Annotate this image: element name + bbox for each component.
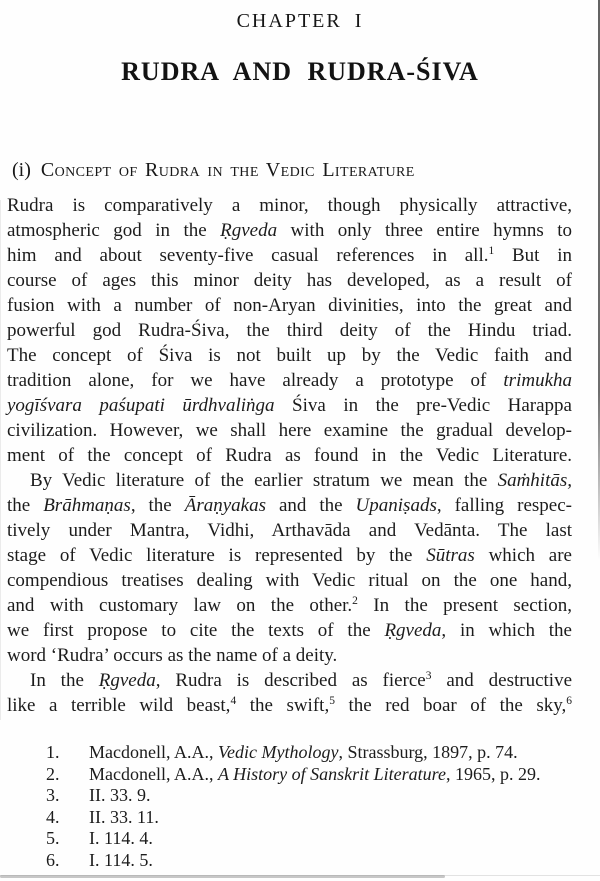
- chapter-label: CHAPTER I: [236, 10, 364, 32]
- italic-run: Upaniṣads: [355, 495, 437, 516]
- text-run: word ‘Rudra’ occurs as the name of a deity.: [7, 645, 338, 666]
- text-run: , falling respec-: [436, 495, 572, 516]
- footnote-number: 3.: [46, 785, 60, 805]
- text-run: , the: [130, 495, 185, 516]
- footnote-ref: 4: [230, 695, 237, 707]
- text-run: ment of the concept of Rudra as found in the Vedic Literature.: [7, 445, 572, 466]
- text-line: [7, 268, 572, 293]
- text-line: [7, 293, 572, 318]
- footnote-text: [89, 828, 153, 850]
- paragraph: [7, 668, 572, 718]
- footnote: [46, 807, 572, 829]
- text-run: and destructive: [431, 670, 573, 691]
- text-run: him and about seventy-five casual references in all.: [7, 245, 489, 266]
- text-run: Śiva in the pre-Vedic Harappa: [274, 395, 572, 416]
- footnote: [46, 828, 572, 850]
- italic-run: Ṛgveda: [98, 670, 156, 691]
- text-run: But in: [494, 245, 573, 266]
- text-line: [7, 318, 572, 343]
- italic-run: Āraṇyakas: [184, 495, 266, 516]
- italic-run: Ṛgveda: [384, 620, 442, 641]
- text-line: [7, 443, 572, 468]
- text-run: the red boar of the sky,: [334, 695, 567, 716]
- footnote-text: [89, 807, 159, 829]
- paragraph: [7, 193, 572, 468]
- footnotes: [7, 742, 572, 871]
- paragraph: [7, 468, 572, 668]
- text-run: By Vedic literature of the earlier stratum we mean the: [30, 470, 498, 491]
- footnote-text: [89, 764, 541, 786]
- text-line: [7, 518, 572, 543]
- text-run: In the: [30, 670, 99, 691]
- italic-run: Saṁhitās,: [497, 470, 572, 491]
- page-content: [7, 159, 572, 871]
- text-run: like a terrible wild beast,: [7, 695, 231, 716]
- text-run: II. 33. 11.: [89, 806, 159, 827]
- italic-run: Vedic Mythology: [217, 742, 339, 762]
- footnote-number: 6.: [46, 849, 60, 870]
- text-run: stage of Vedic literature is represented by the: [7, 545, 427, 566]
- text-run: , in which the: [441, 620, 572, 641]
- text-run: Macdonell, A.A.,: [89, 742, 218, 762]
- text-line: [7, 193, 572, 218]
- italic-run: Brāhmaṇas: [43, 495, 131, 516]
- text-line: [7, 618, 572, 643]
- text-run: with only three entire hymns to: [277, 220, 572, 241]
- footnote-text: [89, 785, 151, 807]
- text-run: fusion with a number of non-Aryan divinities, into the great and: [7, 295, 572, 316]
- text-run: tradition alone, for we have already a prototype of: [7, 370, 504, 391]
- text-line: [7, 643, 572, 668]
- text-run: , 1965, p. 29.: [446, 763, 541, 784]
- footnote: [46, 850, 572, 872]
- page-title: RUDRA AND RUDRA-ŚIVA: [121, 57, 479, 86]
- footnote: [46, 742, 572, 764]
- italic-run: yogīśvara paśupati ūrdhvaliṅga: [7, 395, 275, 416]
- text-run: Macdonell, A.A.,: [89, 763, 218, 784]
- footnote-ref: 6: [566, 695, 573, 707]
- text-run: I. 114. 4.: [89, 828, 153, 848]
- section-title: Concept of Rudra in the Vedic Literature: [40, 159, 415, 181]
- text-run: The concept of Śiva is not built up by the Vedic faith and: [7, 345, 572, 366]
- text-run: atmospheric god in the: [7, 220, 221, 241]
- footnote-ref: 2: [352, 595, 358, 607]
- text-line: [7, 343, 572, 368]
- text-line: [7, 468, 572, 493]
- footnote-ref: 5: [329, 695, 335, 707]
- text-run: In the present section,: [357, 595, 572, 616]
- scan-artifact-left-edge: [0, 200, 1, 720]
- footnote: [46, 764, 572, 786]
- text-line: [7, 693, 572, 718]
- text-run: and the: [265, 495, 356, 516]
- text-run: II. 33. 9.: [89, 785, 151, 805]
- footnote-ref: 1: [488, 245, 495, 257]
- footnote-number: 1.: [46, 742, 60, 762]
- italic-run: Ṛgveda: [220, 220, 278, 241]
- text-run: , Rudra is described as fierce: [155, 670, 426, 691]
- text-run: compendious treatises dealing with Vedic ritual on the one hand,: [7, 570, 572, 591]
- text-line: [7, 668, 572, 693]
- footnote-number: 2.: [46, 763, 60, 784]
- text-line: [7, 393, 572, 418]
- text-line: [7, 218, 572, 243]
- text-line: [7, 368, 572, 393]
- section-number: (i): [12, 159, 31, 181]
- italic-run: A History of Sanskrit Literature: [217, 763, 446, 784]
- text-run: civilization. However, we shall here examine the gradual develop-: [7, 420, 572, 441]
- footnote-number: 5.: [46, 828, 60, 848]
- text-line: [7, 593, 572, 618]
- text-line: [7, 568, 572, 593]
- text-run: and with customary law on the other.: [7, 595, 353, 616]
- footnote-ref: 3: [425, 670, 432, 682]
- text-line: [7, 493, 572, 518]
- text-run: course of ages this minor deity has developed, as a result of: [7, 270, 572, 291]
- text-run: tively under Mantra, Vidhi, Arthavāda and Vedānta. The last: [7, 520, 572, 541]
- text-run: the: [7, 495, 44, 516]
- text-run: I. 114. 5.: [89, 849, 153, 870]
- text-run: Rudra is comparatively a minor, though physically attractive,: [7, 195, 572, 216]
- text-run: we first propose to cite the texts of the: [7, 620, 385, 641]
- text-run: the swift,: [236, 695, 330, 716]
- scan-artifact-bottom-left-streak: [0, 875, 445, 878]
- text-run: which are: [474, 545, 572, 566]
- body-text: [7, 193, 572, 718]
- footnote-text: [89, 742, 518, 764]
- text-run: powerful god Rudra-Śiva, the third deity of the Hindu triad.: [7, 320, 572, 341]
- footnote-text: [89, 850, 153, 872]
- section-heading: [12, 159, 572, 182]
- footnote: [46, 785, 572, 807]
- italic-run: trimukha: [503, 370, 572, 391]
- text-line: [7, 418, 572, 443]
- text-line: [7, 543, 572, 568]
- text-run: , Strassburg, 1897, p. 74.: [338, 742, 518, 762]
- italic-run: Sūtras: [426, 545, 475, 566]
- footnote-number: 4.: [46, 806, 60, 827]
- text-line: [7, 243, 572, 268]
